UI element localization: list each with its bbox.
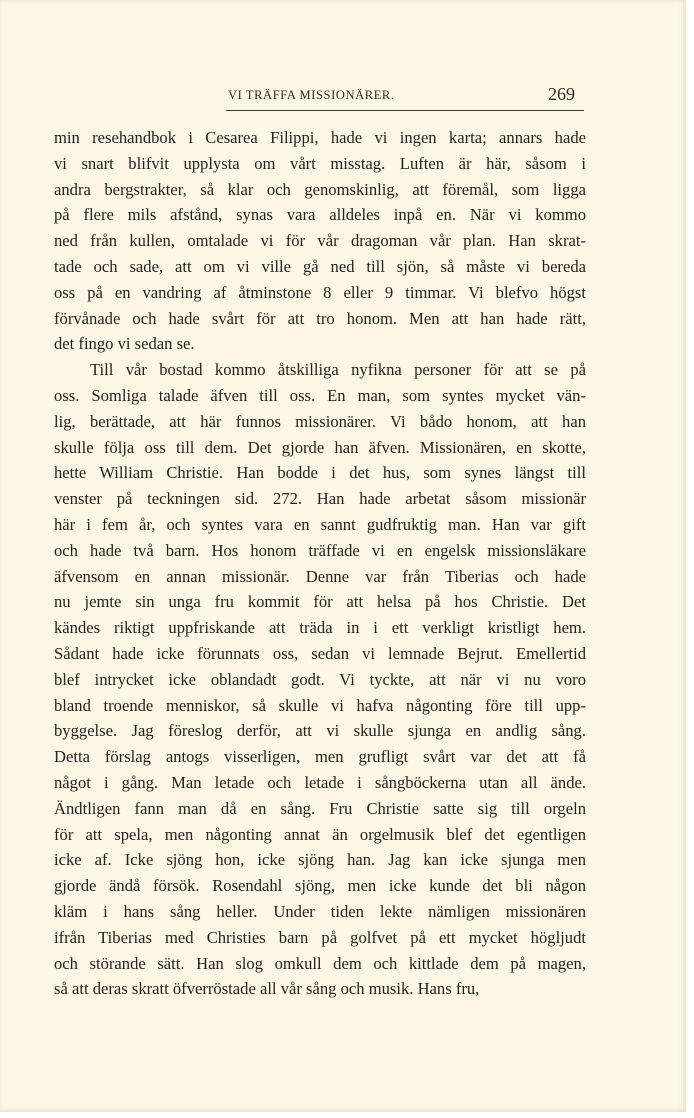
text-line: skulle följa oss till dem. Det gjorde han äfven. Missionären, en skotte, [54,437,586,457]
text-line: på flere mils afstånd, synas vara alldeles inpå en. När vi kommo [54,205,586,225]
text-line: kändes riktigt uppfriskande att träda in i ett verkligt kristligt hem. [54,618,586,638]
header-rule [226,110,584,111]
text-line: kläm i hans sång heller. Under tiden lekte nämligen missionären [54,901,586,921]
chapter-title: VI TRÄFFA MISSIONÄRER. [228,88,395,102]
text-line: hette William Christie. Han bodde i det hus, som synes längst till [54,463,586,483]
text-line: tade och sade, att om vi ville gå ned till sjön, så måste vi bereda [54,256,586,276]
text-line: Detta förslag antogs visserligen, men grufligt svårt var det att få [54,747,586,767]
text-line: här i fem år, och syntes vara en sannt gudfruktig man. Han var gift [54,514,586,534]
text-line: andra bergstrakter, så klar och genomskinlig, att föremål, som ligga [54,179,586,199]
body-text [54,125,586,1002]
text-line: det fingo vi sedan se. [54,334,195,354]
text-line: venster på teckningen sid. 272. Han hade arbetat såsom missionär [54,489,586,509]
page-number: 269 [548,84,575,104]
text-line: oss. Somliga talade äfven till oss. En man, som syntes mycket vän- [54,385,586,405]
text-line: ned från kullen, omtalade vi för vår dragoman vår plan. Han skrat- [54,231,586,251]
text-line: förvånade och hade svårt för att tro honom. Men att han hade rätt, [54,308,586,328]
text-line: och störande sätt. Han slog omkull dem och kittlade dem på magen, [54,953,586,973]
text-line: något i gång. Man letade och letade i sångböckerna utan all ände. [54,772,586,792]
running-head [0,84,686,114]
text-line: blef intrycket icke oblandadt godt. Vi tyckte, att när vi nu voro [54,669,586,689]
text-line: oss på en vandring af åtminstone 8 eller 9 timmar. Vi blefvo högst [54,282,586,302]
text-line: lig, berättade, att här funnos missionärer. Vi bådo honom, att han [54,411,586,431]
text-line: vi snart blifvit upplysta om vårt misstag. Luften är här, såsom i [54,153,586,173]
text-line: och hade två barn. Hos honom träffade vi en engelsk missionsläkare [54,540,586,560]
text-line: äfvensom en annan missionär. Denne var från Tiberias och hade [54,566,586,586]
text-line: bland troende menniskor, så skulle vi hafva någonting före till upp- [54,695,586,715]
text-line: nu jemte sin unga fru kommit för att helsa på hos Christie. Det [54,592,586,612]
text-line: byggelse. Jag föreslog derför, att vi skulle sjunga en andlig sång. [54,721,586,741]
text-line: min resehandbok i Cesarea Filippi, hade vi ingen karta; annars hade [54,128,586,147]
text-line: Ändtligen fann man då en sång. Fru Christie satte sig till orgeln [54,798,586,818]
text-line: icke af. Icke sjöng hon, icke sjöng han. Jag kan icke sjunga men [54,850,586,870]
text-line: för att spela, men någonting annat än orgelmusik blef det egentligen [54,824,586,844]
text-line: ifrån Tiberias med Christies barn på golfvet på ett mycket högljudt [54,927,586,947]
text-line: gjorde ändå försök. Rosendahl sjöng, men icke kunde det bli någon [54,876,586,896]
text-line: så att deras skratt öfverröstade all vår sång och musik. Hans fru, [54,979,480,999]
text-line: Sådant hade icke förunnats oss, sedan vi lemnade Bejrut. Emellertid [54,643,586,663]
paragraph-start-line: Till vår bostad kommo åtskilliga nyfikna personer för att se på [90,360,586,380]
